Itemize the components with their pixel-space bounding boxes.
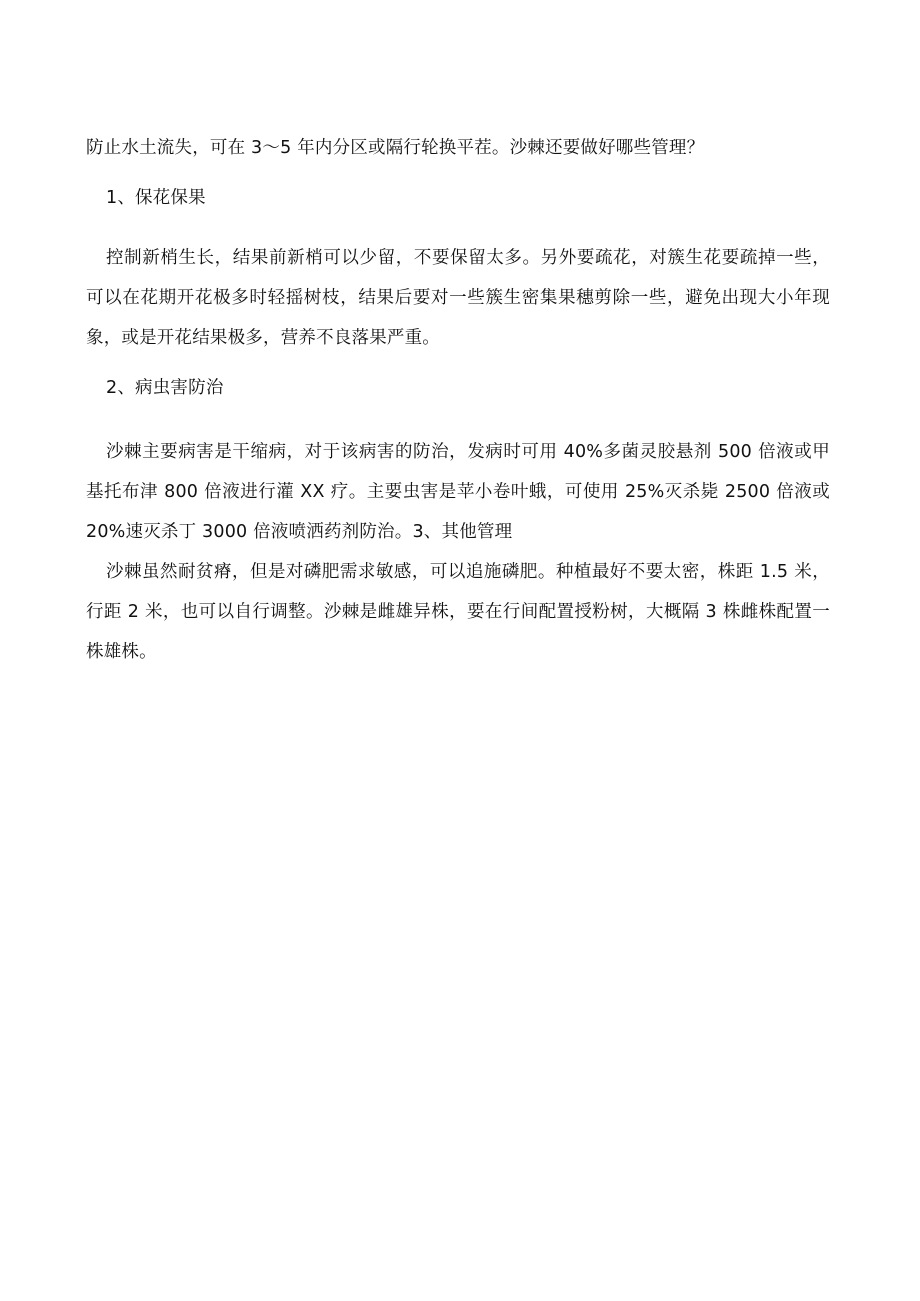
paragraph-pest-control: 沙棘主要病害是干缩病，对于该病害的防治，发病时可用 40%多菌灵胶悬剂 500 倍液或甲基托布津 800 倍液进行灌 XX 疗。主要虫害是苹小卷叶蛾，可使用 25%灭杀毙 2500 倍液或 20%速灭杀丁 3000 倍液喷洒药剂防治。3、其他管理 bbox=[86, 442, 830, 542]
paragraph-flower-fruit: 控制新梢生长，结果前新梢可以少留，不要保留太多。另外要疏花，对簇生花要疏掉一些，可以在花期开花极多时轻摇树枝，结果后要对一些簇生密集果穗剪除一些，避免出现大小年现象，或是开花结果极多，营养不良落果严重。 bbox=[86, 248, 830, 348]
spacer bbox=[86, 408, 830, 432]
heading-pest-control: 2、病虫害防治 bbox=[106, 378, 224, 398]
document-body bbox=[86, 128, 830, 672]
spacer bbox=[86, 218, 830, 238]
paragraph-intro: 防止水土流失，可在 3～5 年内分区或隔行轮换平茬。沙棘还要做好哪些管理？ bbox=[86, 138, 705, 158]
spacer bbox=[86, 358, 830, 368]
heading-flower-fruit: 1、保花保果 bbox=[106, 188, 206, 208]
spacer bbox=[86, 168, 830, 178]
paragraph-other-management: 沙棘虽然耐贫瘠，但是对磷肥需求敏感，可以追施磷肥。种植最好不要太密，株距 1.5 米，行距 2 米，也可以自行调整。沙棘是雌雄异株，要在行间配置授粉树，大概隔 3 株雌株配置一株雄株。 bbox=[86, 562, 830, 662]
